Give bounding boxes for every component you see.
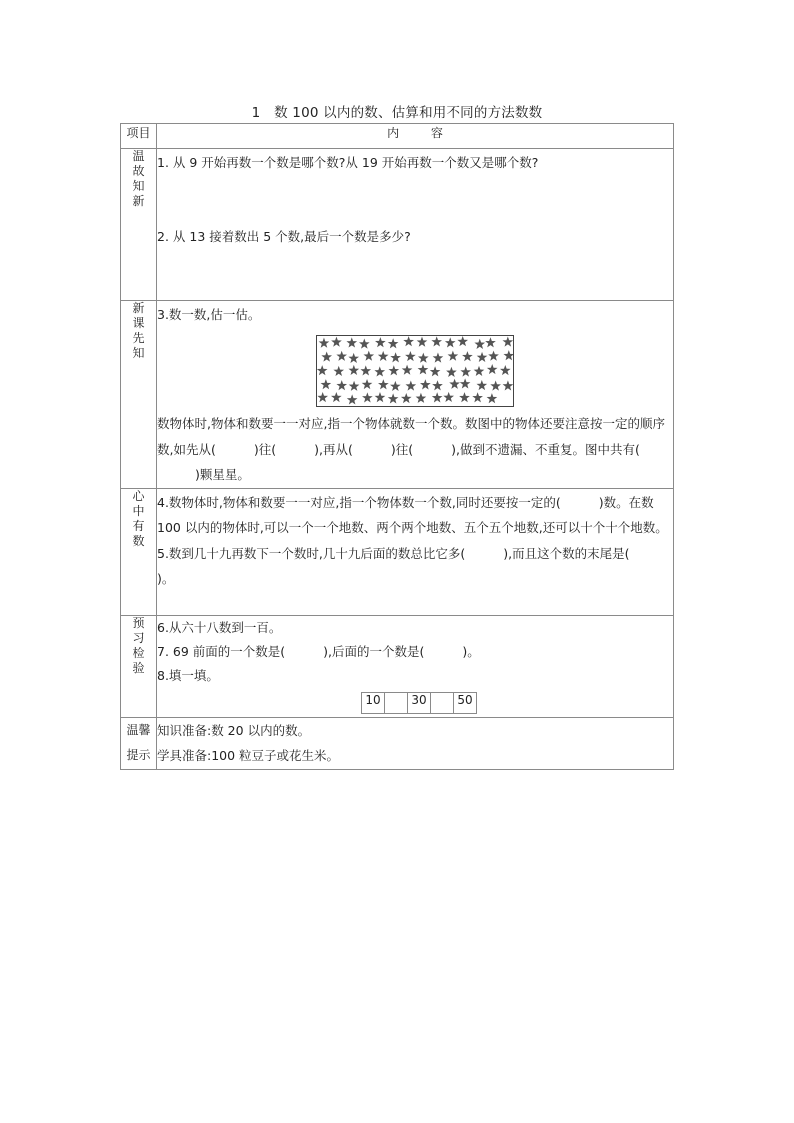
row-check	[121, 615, 674, 717]
label-check: 预习检验	[132, 615, 145, 675]
star-icon	[477, 352, 488, 362]
star-icon	[401, 393, 412, 403]
star-icon	[333, 366, 344, 376]
row-review	[121, 149, 674, 301]
question-2: 2. 从 13 接着数出 5 个数,最后一个数是多少?	[157, 229, 411, 244]
star-icon	[336, 351, 347, 361]
star-icon	[418, 364, 429, 374]
header-item: 项目	[121, 124, 157, 149]
star-icon	[487, 364, 498, 374]
row-heart	[121, 488, 674, 615]
star-icon	[348, 365, 359, 375]
question-8: 8.填一填。	[157, 667, 219, 683]
star-icon	[319, 338, 330, 348]
star-icon	[349, 381, 360, 391]
star-icon	[472, 392, 483, 402]
header-row	[121, 124, 674, 149]
number-sequence	[361, 692, 477, 714]
worksheet-table	[120, 123, 674, 770]
star-icon	[359, 339, 370, 349]
star-icon	[448, 351, 459, 361]
question-5: 5.数到几十九再数下一个数时,几十九后面的数总比它多( ),而且这个数的末尾是()。	[157, 545, 630, 586]
star-icon	[375, 337, 386, 347]
star-picture	[316, 335, 514, 407]
star-icon	[362, 379, 373, 389]
tools-prep: 学具准备:100 粒豆子或花生米。	[157, 747, 340, 763]
question-6: 6.从六十八数到一百。	[157, 619, 282, 635]
star-icon	[420, 379, 431, 389]
star-icon	[459, 392, 470, 402]
number-cell: 50	[454, 692, 477, 713]
star-icon	[432, 380, 443, 390]
star-icon	[336, 380, 347, 390]
label-heart: 心中有数	[132, 488, 145, 548]
number-cell: 30	[408, 692, 431, 713]
star-icon	[433, 353, 444, 363]
star-icon	[462, 351, 473, 361]
question-4: 4.数物体时,物体和数要一一对应,指一个物体数一个数,同时还要按一定的( )数。在数 100 以内的物体时,可以一个一个地数、两个两个地数、五个五个地数,还可以十个十个地数。	[157, 494, 668, 535]
star-icon	[390, 381, 401, 391]
question-1: 1. 从 9 开始再数一个数是哪个数?从 19 开始再数一个数又是哪个数?	[157, 155, 539, 170]
star-icon	[405, 351, 416, 361]
star-icon	[346, 337, 357, 347]
star-icon	[446, 367, 457, 377]
star-icon	[363, 351, 374, 361]
label-review-cell	[121, 149, 157, 301]
label-tips-2: 提示	[126, 747, 151, 762]
star-icon	[388, 338, 399, 348]
star-icon	[321, 352, 332, 362]
star-icon	[417, 337, 428, 347]
star-icon	[388, 393, 399, 403]
star-icon	[445, 337, 456, 347]
star-icon	[403, 336, 414, 346]
page-title: 1 数 100 以内的数、估算和用不同的方法数数	[251, 105, 543, 121]
star-icon	[490, 381, 501, 391]
label-preview: 新课先知	[132, 301, 145, 360]
star-icon	[418, 353, 429, 363]
star-icon	[431, 336, 442, 346]
star-icon	[347, 394, 358, 404]
star-icon	[503, 350, 514, 360]
star-icon	[503, 336, 514, 346]
star-icon	[317, 392, 328, 402]
star-icon	[402, 365, 413, 375]
star-icon	[331, 392, 342, 402]
star-icon	[460, 378, 471, 388]
star-icon	[487, 393, 498, 403]
star-icon	[390, 352, 401, 362]
star-icon	[477, 380, 488, 390]
star-icon	[430, 366, 441, 376]
star-icon	[348, 353, 359, 363]
label-tips-cell	[121, 717, 157, 769]
star-icon	[449, 379, 460, 389]
star-icon	[331, 337, 342, 347]
star-icon	[443, 392, 454, 402]
star-icon	[317, 365, 328, 375]
knowledge-prep: 知识准备:数 20 以内的数。	[157, 722, 311, 738]
star-icon	[362, 392, 373, 402]
label-review: 温故知新	[132, 149, 145, 208]
star-icon	[375, 392, 386, 402]
star-icon	[378, 351, 389, 361]
label-check-cell	[121, 615, 157, 717]
star-icon	[321, 379, 332, 389]
star-icon	[432, 392, 443, 402]
question-7: 7. 69 前面的一个数是( ),后面的一个数是( )。	[157, 643, 480, 659]
counting-paragraph: 数物体时,物体和数要一一对应,指一个物体就数一个数。数图中的物体还要注意按一定的顺序数,如先从( )往( ),再从( )往( ),做到不遗漏、不重复。图中共有()颗星星。	[157, 416, 665, 482]
star-icon	[460, 366, 471, 376]
star-icon	[360, 365, 371, 375]
star-icon	[374, 366, 385, 376]
row-tips	[121, 717, 674, 769]
star-icon	[406, 381, 417, 391]
question-3: 3.数一数,估一估。	[157, 307, 261, 322]
star-icon	[474, 366, 485, 376]
star-icon	[500, 365, 511, 375]
label-tips-1: 温馨	[126, 722, 151, 737]
number-cell: 10	[362, 692, 385, 713]
number-blank-cell[interactable]	[431, 692, 454, 713]
label-preview-cell	[121, 301, 157, 489]
star-icon	[457, 336, 468, 346]
star-icon	[416, 393, 427, 403]
star-icon	[474, 339, 485, 349]
star-icon	[485, 337, 496, 347]
star-icon	[388, 365, 399, 375]
star-icon	[378, 379, 389, 389]
row-preview	[121, 301, 674, 489]
star-icon	[488, 351, 499, 361]
label-heart-cell	[121, 488, 157, 615]
star-icon	[503, 380, 514, 390]
number-blank-cell[interactable]	[385, 692, 408, 713]
header-content: 内 容	[157, 124, 674, 149]
